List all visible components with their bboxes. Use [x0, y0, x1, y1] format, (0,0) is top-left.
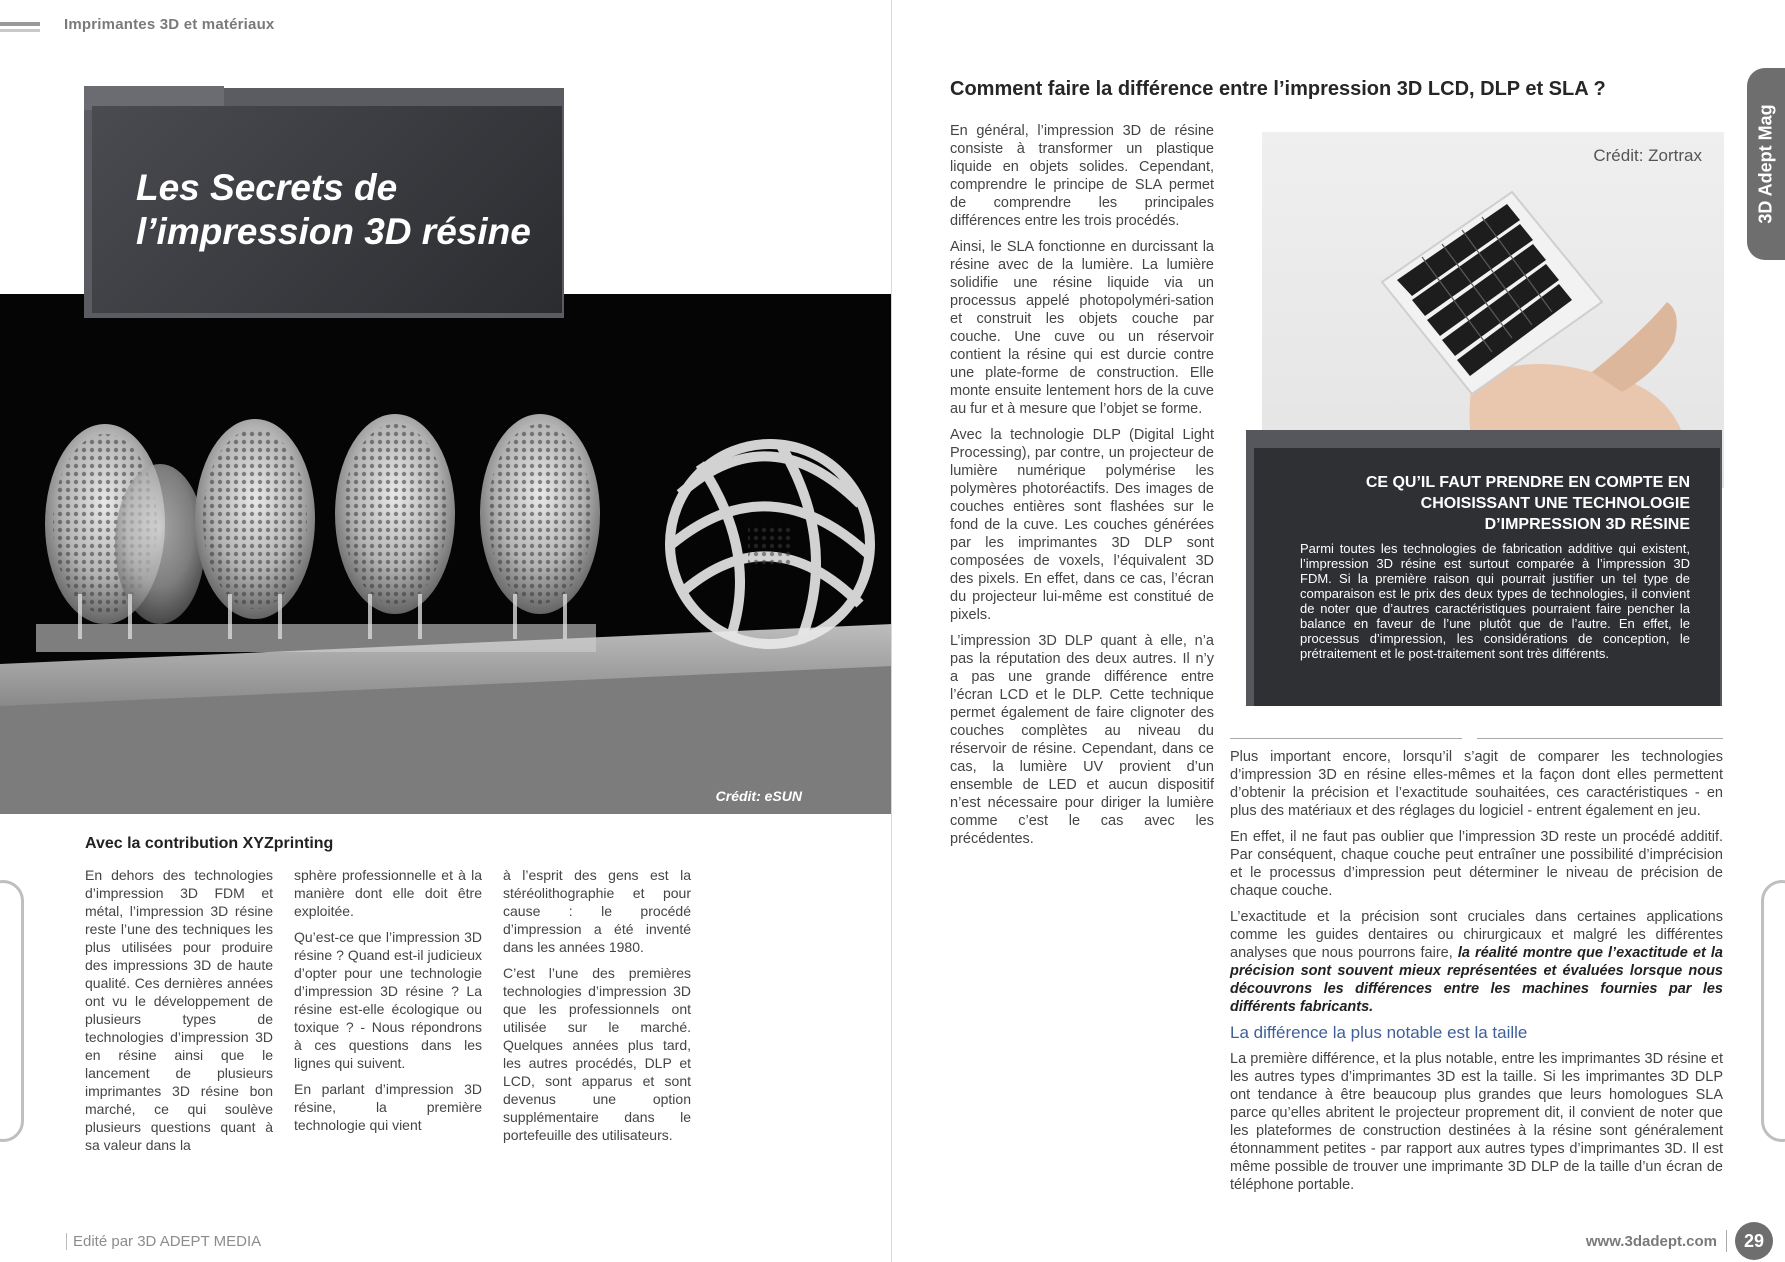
contribution-line: Avec la contribution XYZprinting [85, 835, 334, 852]
resin-prints-illustration [0, 294, 892, 814]
paragraph: sphère professionnelle et à la manière dont elle doit être exploitée. [294, 867, 482, 919]
footer-divider [1726, 1230, 1727, 1252]
paragraph: Qu’est-ce que l’impression 3D résine ? Quand est-il judicieux d’opter pour une technologie d’impression 3D résine ? La résine est-elle écologique ou toxique ? - Nous répondrons à ces questions dans les lignes qui suivent. [294, 929, 482, 1071]
text-column-1 [85, 866, 273, 1162]
emphasized-text: la réalité montre que l’exactitude et la précision sont souvent mieux représentées et évaluées lorsque nous découvrons les différences entre les machines fournies par les différents fabricants. [1230, 945, 1723, 1015]
paragraph: En général, l’impression 3D de résine consiste à transformer un plastique liquide en objets solides. Cependant, comprendre le principe de SLA permet de comprendre les principales différences entre les trois procédés. [950, 123, 1214, 229]
divider-right [1477, 738, 1723, 739]
paragraph: C’est l’une des premières technologies d’impression 3D que les professionnels ont utilisée sur le marché. Quelques années plus tard, les autres procédés, DLP et LCD, sont apparus et sont devenus une option supplémentaire dans le portefeuille des utilisateurs. [503, 965, 691, 1143]
hero-photo [0, 294, 892, 814]
left-page [0, 0, 892, 1262]
publisher-footer: Edité par 3D ADEPT MEDIA [66, 1233, 261, 1250]
paragraph [1230, 908, 1723, 1016]
paragraph-text: L’exactitude et la précision sont cruciales dans certaines applications comme les guides dentaires ou chirurgicaux et malgré les différentes analyses que nous pourrons faire, [1230, 909, 1723, 961]
section-heading: Comment faire la différence entre l’impression 3D LCD, DLP et SLA ? [950, 78, 1606, 100]
article-title-line2: l’impression 3D résine [136, 211, 531, 252]
paragraph: En dehors des technologies d’impression 3D FDM et métal, l’impression 3D résine reste l’une des techniques les plus utilisées pour produire des impressions 3D de haute qualité. Ces dernières années ont vu le développement de plusieurs types de technologies d’impression 3D en résine ainsi que le lancement de plusieurs imprimantes 3D résine bon marché, ce qui soulève plusieurs questions quant à sa valeur dans la [85, 867, 273, 1153]
callout-text: Parmi toutes les technologies de fabrication additive qui existent, l’impression 3D résine est surtout comparée à l’impression 3D FDM. Si la première raison qui pourrait justifier un tel type de comparaison est le prix des deux types de technologies, il convient de noter que d’autres caractéristiques pourraient faire pencher la balance en faveur de l’une plutôt que de l’autre. En effet, le processus d’impression, les considérations de conception, le prétraitement et le post-traitement sont très différents. [1300, 541, 1690, 661]
paragraph: Plus important encore, lorsqu’il s’agit de comparer les technologies d’impression 3D en résine elles-mêmes et la façon dont elles permettent d’obtenir la précision et l’exactitude souhaitées, ces caractéristiques - en plus des matériaux et des réglages du logiciel - entrent également en jeu. [1230, 749, 1723, 819]
subheading: La différence la plus notable est la taille [1230, 1023, 1528, 1042]
header-bar-secondary [0, 29, 40, 32]
text-column-3 [503, 866, 691, 1152]
article-title-line1: Les Secrets de [136, 167, 398, 208]
hero-photo-credit: Crédit: eSUN [715, 788, 802, 804]
magazine-name: 3D Adept Mag [1755, 104, 1776, 224]
right-left-column [950, 122, 1214, 856]
paragraph: En effet, il ne faut pas oublier que l’impression 3D reste un procédé additif. Par conséquent, chaque couche peut entraîner une possibilité d’imprécision et le processus d’impression peut déterminer le niveau de précision de chaque couche. [1230, 829, 1723, 899]
page-edge-tab [1761, 880, 1785, 1142]
header-bar [0, 22, 40, 26]
callout-box [1254, 448, 1720, 706]
right-right-column [1230, 748, 1723, 1202]
paragraph: à l’esprit des gens est la stéréolithographie et pour cause : le procédé d’impression a été inventé dans les années 1980. [503, 867, 691, 955]
running-head: Imprimantes 3D et matériaux [64, 16, 275, 33]
article-title [136, 166, 556, 254]
paragraph: La première différence, et la plus notable, entre les imprimantes 3D résine et les autres types d’imprimantes 3D est la taille. Si les imprimantes 3D DLP ont tendance à être beaucoup plus grandes que leurs homologues SLA parce qu’elles abritent le projecteur proprement dit, il convient de noter que les plateformes de construction destinées à la résine sont généralement étonnamment petites - par rapport aux autres types d’imprimantes 3D. Il est même possible de trouver une imprimante 3D DLP de la taille d’un écran de téléphone portable. [1230, 1051, 1723, 1193]
page-edge-tab [0, 880, 24, 1142]
text-column-2 [294, 866, 482, 1142]
paragraph: En parlant d’impression 3D résine, la première technologie qui vient [294, 1081, 482, 1133]
paragraph: L’impression 3D DLP quant à elle, n’a pas la réputation des deux autres. Il n’y a pas une grande différence entre l’écran LCD et le DLP. Cette technique permet également de faire clignoter des couches complètes au niveau du réservoir de résine. Cependant, dans ce cas, la lumière UV provient d’un ensemble de LED et aucun dispositif n’est nécessaire pour diriger la lumière comme c’est le cas avec les précédentes. [950, 633, 1214, 847]
divider-left [1230, 738, 1462, 739]
page-number: 29 [1735, 1222, 1773, 1260]
right-page [892, 0, 1785, 1262]
photo-credit: Crédit: Zortrax [1593, 146, 1702, 165]
paragraph: Avec la technologie DLP (Digital Light Processing), par contre, un projecteur de lumière numérique polymérise les polymères photoréactifs. Des images de couches entières sont flashées sur le fond de la cuve. Les couches générées par les imprimantes 3D DLP sont composées de voxels, l’équivalent 3D des pixels. En effet, dans ce cas, l’écran du projecteur lui-même est constitué de pixels. [950, 427, 1214, 623]
website-url[interactable]: www.3dadept.com [1585, 1233, 1717, 1250]
callout-title: CE QU’IL FAUT PRENDRE EN COMPTE EN CHOISISSANT UNE TECHNOLOGIE D’IMPRESSION 3D RÉSINE [1365, 474, 1690, 533]
magazine-thumb-tab [1747, 68, 1785, 260]
paragraph: Ainsi, le SLA fonctionne en durcissant la résine avec de la lumière. La lumière solidifie une résine liquide via un processus appelé photopolyméri-sation et construit les objets couche par couche. Une cuve ou un réservoir contient la résine qui est durcie contre une plate-forme de construction. Elle monte ensuite lentement hors de la cuve au fur et à mesure que l’objet se forme. [950, 239, 1214, 417]
